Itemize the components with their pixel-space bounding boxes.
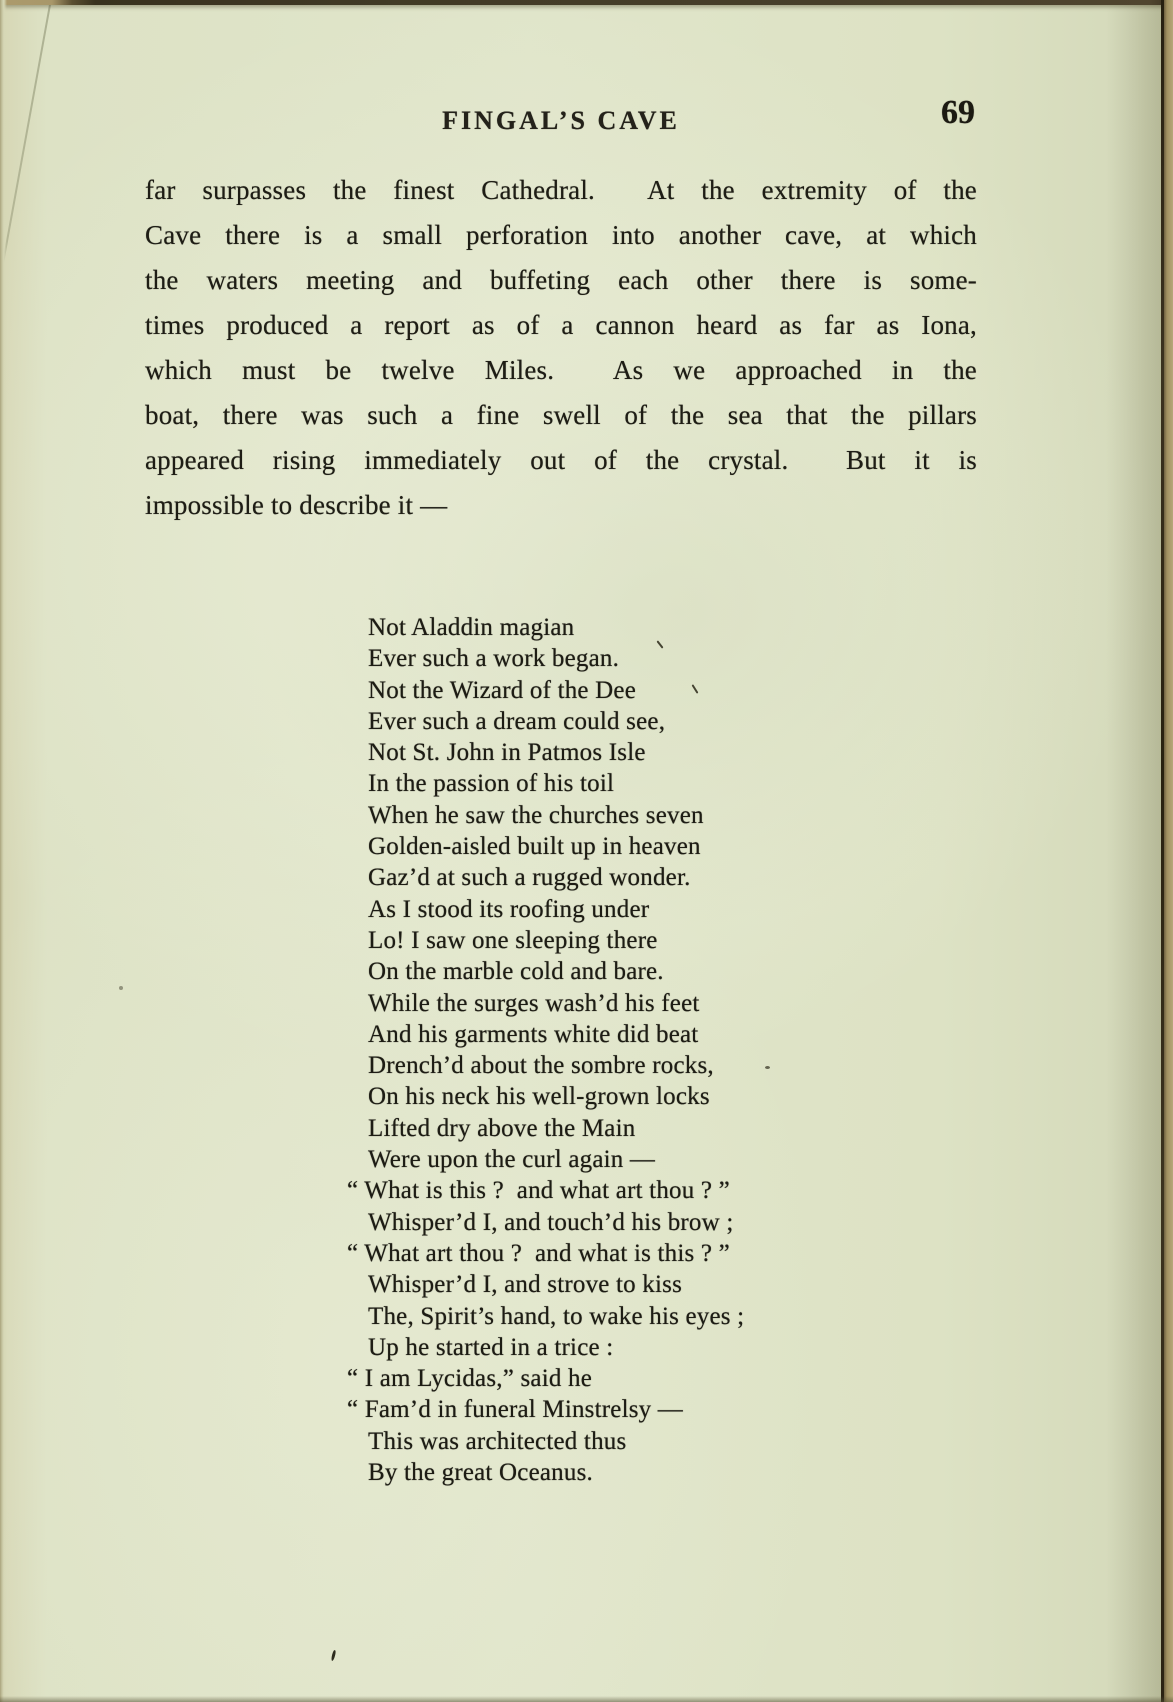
poem-line: Drench’d about the sombre rocks, — [368, 1052, 714, 1080]
poem-line: “ I am Lycidas,” said he — [347, 1365, 592, 1393]
poem-line: The, Spirit’s hand, to wake his eyes ; — [368, 1302, 745, 1330]
page-right-edge-strip — [1164, 0, 1173, 1702]
paper-crease — [0, 0, 54, 884]
prose-line: appeared rising immediately out of the crystal. But it is — [145, 445, 977, 475]
poem-line: Ever such a work began. — [368, 645, 620, 673]
prose-line: far surpasses the finest Cathedral. At the extremity of the — [145, 175, 977, 205]
page-right-shading — [1106, 0, 1161, 1702]
poem-block — [347, 612, 745, 1488]
scan-speck — [331, 1650, 337, 1661]
prose-line: Cave there is a small perforation into another cave, at which — [145, 220, 977, 250]
poem-line: As I stood its roofing under — [368, 895, 650, 923]
prose-line: the waters meeting and buffeting each other there is some- — [145, 265, 977, 295]
poem-line: On the marble cold and bare. — [368, 958, 664, 986]
poem-line: Lo! I saw one sleeping there — [368, 926, 658, 954]
scan-speck — [765, 1066, 770, 1069]
prose-line: times produced a report as of a cannon heard as far as Iona, — [145, 310, 977, 340]
poem-line: Not the Wizard of the Dee — [368, 676, 637, 704]
page-top-edge — [0, 0, 1173, 5]
prose-line: impossible to describe it — — [145, 490, 448, 520]
page-left-edge — [0, 0, 7, 1702]
poem-line: This was architected thus — [368, 1427, 627, 1455]
poem-line: Lifted dry above the Main — [368, 1114, 636, 1142]
poem-line: On his neck his well-grown locks — [368, 1083, 710, 1111]
scan-speck — [119, 986, 123, 990]
poem-line: Ever such a dream could see, — [368, 707, 666, 735]
poem-line: “ Fam’d in funeral Minstrelsy — — [347, 1396, 683, 1424]
poem-line: “ What is this ? and what art thou ? ” — [347, 1177, 730, 1205]
prose-paragraph — [145, 168, 977, 528]
poem-line: In the passion of his toil — [368, 770, 615, 798]
poem-line: By the great Oceanus. — [368, 1459, 593, 1487]
running-title: FINGAL’S CAVE — [442, 106, 680, 135]
poem-line: Whisper’d I, and strove to kiss — [368, 1271, 683, 1299]
prose-line: boat, there was such a fine swell of the sea that the pillars — [145, 400, 977, 430]
poem-line: Gaz’d at such a rugged wonder. — [368, 864, 691, 892]
poem-line: Not Aladdin magian — [368, 614, 575, 641]
poem-line: Whisper’d I, and touch’d his brow ; — [368, 1208, 734, 1236]
poem-line: When he saw the churches seven — [368, 801, 704, 829]
poem-line: Up he started in a trice : — [368, 1333, 614, 1361]
poem-line: Golden-aisled built up in heaven — [368, 833, 701, 861]
poem-line: And his garments white did beat — [368, 1020, 699, 1048]
poem-line: Were upon the curl again — — [368, 1146, 656, 1174]
poem-line: “ What art thou ? and what is this ? ” — [347, 1239, 730, 1267]
prose-line: which must be twelve Miles. As we approached in the — [145, 355, 977, 385]
poem-line: Not St. John in Patmos Isle — [368, 739, 646, 767]
page-bottom-edge — [0, 1696, 1173, 1702]
page-number: 69 — [941, 94, 975, 131]
poem-line: While the surges wash’d his feet — [368, 989, 700, 1017]
